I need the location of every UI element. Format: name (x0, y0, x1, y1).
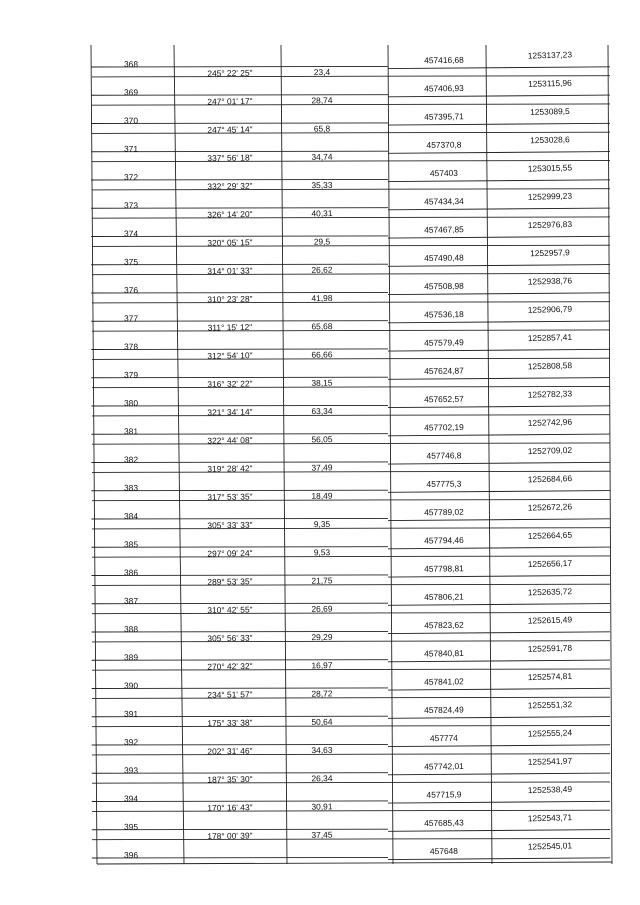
point-number: 390 (123, 680, 139, 691)
coordinate-y: 1252656,17 (527, 557, 573, 570)
direction-angle: 247° 45' 14" (207, 124, 253, 135)
direction-angle: 187° 35' 30" (207, 773, 253, 785)
direction-angle: 175° 33' 38" (207, 717, 253, 729)
coordinate-x: 457490,48 (424, 252, 464, 264)
coordinate-y: 1252543,71 (527, 812, 573, 824)
point-number: 396 (123, 849, 139, 861)
coordinate-x: 457794,46 (424, 534, 464, 546)
point-number: 376 (123, 284, 139, 296)
segment-length: 26,34 (311, 773, 333, 784)
coordinate-x: 457775,3 (426, 478, 462, 489)
coordinate-y: 1252782,33 (527, 388, 573, 400)
segment-length: 30,91 (311, 801, 333, 812)
coordinate-y: 1252551,32 (527, 699, 573, 711)
coordinate-y: 1252999,23 (527, 190, 573, 202)
direction-angle: 312° 54' 10" (207, 350, 253, 361)
coordinate-y: 1253137,23 (527, 49, 573, 61)
row-coord-rule (388, 265, 610, 267)
point-number: 385 (123, 539, 139, 550)
segment-length: 65,8 (313, 123, 331, 134)
segment-length: 28,72 (311, 688, 333, 699)
coordinate-y: 1252808,58 (527, 360, 573, 372)
row-rule (92, 160, 610, 161)
segment-length: 21,75 (311, 575, 333, 586)
segment-length: 9,35 (313, 518, 331, 530)
row-rule (92, 330, 610, 331)
row-rule (92, 104, 610, 105)
column-rule-1 (174, 45, 184, 864)
coordinate-y: 1252541,97 (527, 755, 573, 767)
direction-angle: 311° 15' 12" (207, 321, 253, 333)
coordinate-y: 1252938,76 (527, 275, 573, 287)
segment-length: 63,34 (311, 405, 333, 417)
point-number: 381 (123, 426, 139, 437)
row-coord-rule (388, 801, 610, 803)
row-rule (92, 725, 610, 726)
coordinate-y: 1253089,5 (529, 105, 570, 118)
point-number: 369 (123, 87, 139, 98)
row-rule (92, 697, 610, 698)
row-rule (92, 838, 610, 839)
row-coord-rule (388, 660, 610, 662)
segment-length: 56,05 (311, 434, 333, 445)
direction-angle: 247° 01' 17" (207, 95, 253, 107)
coordinate-x: 457395,71 (424, 111, 464, 122)
direction-angle: 332° 29' 32" (207, 180, 253, 192)
coordinate-x: 457434,34 (424, 195, 464, 207)
coordinate-y: 1253028,6 (529, 134, 570, 146)
coordinate-x: 457841,02 (424, 676, 464, 687)
point-number: 392 (123, 736, 139, 748)
row-rule (92, 415, 610, 416)
point-number: 380 (123, 397, 139, 409)
coordinate-y: 1252857,41 (527, 331, 573, 344)
row-rule (92, 528, 610, 529)
coordinate-x: 457789,02 (424, 506, 464, 518)
row-coord-rule (388, 462, 610, 464)
row-rule (92, 443, 610, 444)
column-rule-3 (388, 45, 393, 864)
coordinate-x: 457824,49 (424, 704, 464, 716)
row-coord-rule (388, 604, 610, 606)
point-number: 393 (123, 765, 139, 776)
direction-angle: 310° 23' 28" (207, 293, 253, 305)
coordinate-x: 457702,19 (424, 421, 464, 433)
coordinate-y: 1252664,65 (527, 529, 573, 541)
segment-length: 23,4 (313, 66, 331, 78)
row-rule (92, 641, 610, 642)
row-rule (92, 76, 610, 77)
coordinate-x: 457840,81 (424, 647, 464, 659)
coordinate-y: 1252555,24 (527, 727, 573, 739)
point-number: 377 (123, 313, 139, 324)
column-rule-2 (281, 45, 287, 864)
coordinate-x: 457823,62 (424, 619, 464, 631)
point-number: 394 (123, 793, 139, 804)
table-cells (124, 49, 573, 860)
direction-angle: 337° 56' 18" (207, 152, 253, 164)
direction-angle: 310° 42' 55" (207, 604, 253, 616)
segment-length: 34,63 (311, 744, 333, 756)
point-number: 372 (123, 171, 139, 183)
direction-angle: 316° 32' 22" (207, 378, 253, 390)
row-rule (92, 782, 610, 783)
coordinate-y: 1252742,96 (527, 416, 573, 428)
coordinate-y: 1252538,49 (527, 783, 573, 796)
coordinate-y: 1252672,26 (527, 501, 573, 513)
row-rule (92, 302, 610, 303)
coordinate-x: 457406,93 (424, 82, 464, 94)
point-number: 391 (123, 708, 139, 719)
coordinate-x: 457579,49 (424, 337, 464, 348)
coordinate-x: 457508,98 (424, 280, 464, 292)
segment-length: 16,97 (311, 660, 333, 671)
row-coord-rule (388, 293, 610, 295)
coordinate-x: 457798,81 (424, 563, 464, 574)
row-coord-rule (388, 575, 610, 577)
row-coord-rule (388, 378, 610, 380)
row-coord-rule (388, 152, 610, 154)
coordinate-y: 1252709,02 (527, 444, 573, 457)
point-number: 388 (123, 623, 139, 635)
segment-length: 41,98 (311, 292, 333, 304)
point-number: 379 (123, 369, 139, 380)
row-rule (92, 358, 610, 359)
row-rule (92, 217, 610, 218)
row-coord-rule (388, 632, 610, 634)
coordinate-x: 457806,21 (424, 591, 464, 603)
segment-length: 9,53 (313, 547, 331, 558)
point-number: 378 (123, 341, 139, 352)
row-coord-rule (388, 321, 610, 323)
row-coord-rule (388, 547, 610, 549)
coordinate-y: 1252976,83 (527, 218, 573, 231)
coordinate-y: 1252615,49 (527, 614, 573, 626)
row-coord-rule (388, 180, 610, 182)
row-coord-rule (388, 95, 610, 97)
segment-length: 66,66 (311, 349, 333, 360)
row-rule (92, 754, 610, 755)
segment-length: 28,74 (311, 95, 333, 106)
row-rule (92, 132, 610, 133)
coordinate-x: 457416,68 (424, 54, 464, 66)
point-number: 387 (123, 595, 139, 606)
row-rule (92, 612, 610, 613)
coordinate-x: 457648 (429, 845, 459, 857)
direction-angle: 245° 22' 25" (207, 67, 253, 79)
coordinate-y: 1252906,79 (527, 303, 573, 315)
row-coord-rule (388, 349, 610, 351)
point-number: 386 (123, 567, 139, 578)
direction-angle: 234° 51' 57" (207, 689, 253, 700)
point-number: 373 (123, 200, 139, 211)
coordinate-y: 1252957,9 (529, 247, 570, 259)
direction-angle: 319° 28' 42" (207, 463, 253, 474)
direction-angle: 178° 00' 39" (207, 830, 253, 842)
segment-length: 38,15 (311, 377, 333, 388)
row-coord-rule (388, 717, 610, 719)
direction-angle: 326° 14' 20" (207, 208, 253, 220)
row-rule (92, 499, 610, 500)
direction-angle: 297° 09' 24" (207, 547, 253, 559)
coordinate-y: 1252684,66 (527, 473, 573, 485)
row-rule (92, 189, 610, 190)
point-number: 382 (123, 454, 139, 465)
segment-length: 29,29 (311, 631, 333, 643)
row-coord-rule (388, 830, 610, 832)
coordinate-y: 1253115,96 (527, 77, 572, 89)
segment-length: 37,49 (311, 462, 333, 473)
table-bottom-rule (97, 862, 612, 864)
coordinate-x: 457467,85 (424, 224, 464, 235)
coordinate-y: 1253015,55 (527, 162, 573, 174)
direction-angle: 170° 16' 43" (207, 802, 253, 813)
row-rule (92, 810, 610, 811)
row-rule (92, 273, 610, 274)
direction-angle: 270° 42' 32" (207, 660, 253, 672)
coordinate-x: 457685,43 (424, 817, 464, 829)
coordinate-y: 1252591,78 (527, 642, 573, 654)
segment-length: 34,74 (311, 151, 333, 162)
row-rule (92, 669, 610, 670)
row-coord-rule (388, 519, 610, 521)
coordinate-x: 457652,57 (424, 393, 464, 405)
segment-length: 18,49 (311, 490, 333, 501)
point-number: 371 (123, 143, 139, 154)
coordinate-y: 1252545,01 (527, 840, 573, 852)
segment-length: 40,31 (311, 208, 333, 219)
coordinate-x: 457403 (429, 167, 459, 179)
direction-angle: 289° 53' 35" (207, 576, 253, 587)
row-coord-rule (388, 773, 610, 775)
segment-length: 35,33 (311, 179, 333, 191)
coordinate-x: 457774 (429, 732, 459, 744)
segment-length: 26,69 (311, 603, 333, 614)
point-number: 370 (123, 115, 139, 126)
segment-length: 65,68 (311, 321, 333, 332)
row-rule (92, 584, 610, 585)
row-coord-rule (388, 745, 610, 747)
coordinate-x: 457746,8 (426, 450, 462, 461)
row-rule (92, 245, 610, 246)
row-coord-rule (388, 434, 610, 436)
row-rule (92, 471, 610, 472)
direction-angle: 322° 44' 08" (207, 434, 253, 446)
segment-length: 50,64 (311, 716, 333, 727)
coordinate-x: 457370,8 (426, 139, 462, 150)
coordinate-y: 1252574,81 (527, 670, 573, 683)
direction-angle: 202° 31' 46" (207, 745, 253, 757)
row-coord-rule (388, 67, 610, 69)
row-coord-rule (388, 208, 610, 210)
row-coord-rule (388, 491, 610, 493)
direction-angle: 314° 01' 33" (207, 265, 253, 277)
coordinate-x: 457624,87 (424, 365, 464, 377)
column-rule-5 (608, 45, 612, 864)
direction-angle: 320° 05' 15" (207, 237, 253, 248)
point-number: 375 (123, 256, 139, 267)
point-number: 383 (123, 482, 139, 493)
point-number: 389 (123, 652, 139, 663)
row-rule (92, 556, 610, 557)
segment-length: 37,45 (311, 829, 333, 840)
point-number: 368 (123, 58, 139, 70)
row-coord-rule (388, 858, 610, 860)
row-coord-rule (388, 688, 610, 690)
point-number: 374 (123, 228, 139, 239)
direction-angle: 317° 53' 35" (207, 491, 253, 503)
direction-angle: 305° 33' 33" (207, 519, 253, 531)
row-rule (92, 386, 610, 387)
segment-length: 29,5 (313, 236, 331, 247)
column-rule-4 (486, 45, 492, 864)
column-rule-0 (91, 45, 97, 864)
row-coord-rule (388, 123, 610, 125)
coordinate-x: 457715,9 (426, 789, 462, 800)
coordinate-x: 457742,01 (424, 760, 464, 772)
row-coord-rule (388, 406, 610, 408)
point-number: 384 (123, 510, 139, 522)
direction-angle: 321° 34' 14" (207, 406, 253, 418)
direction-angle: 305° 56' 33" (207, 632, 253, 644)
coordinate-x: 457536,18 (424, 308, 464, 320)
row-coord-rule (388, 236, 610, 238)
segment-length: 26,62 (311, 264, 333, 275)
point-number: 395 (123, 821, 139, 832)
coordinate-y: 1252635,72 (527, 586, 573, 598)
